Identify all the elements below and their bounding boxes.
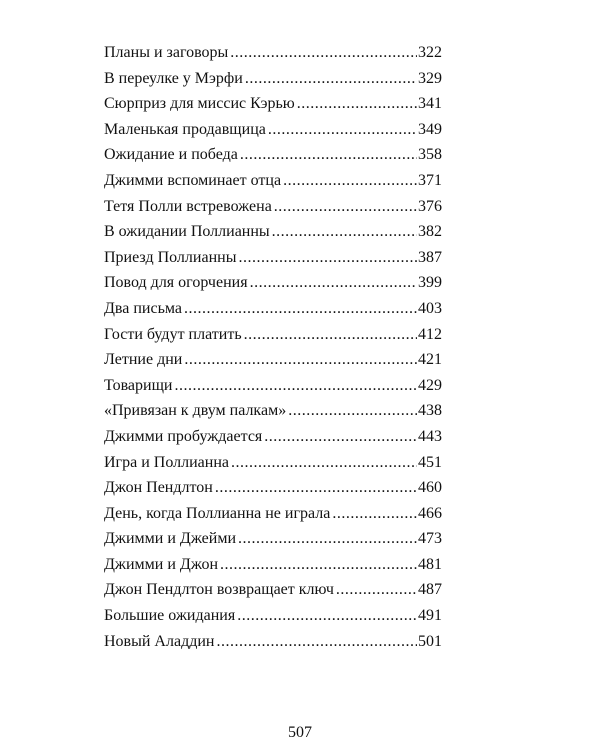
toc-entry-page: 466 xyxy=(418,504,442,522)
dot-leader xyxy=(244,322,417,348)
toc-entry-page: 371 xyxy=(418,171,442,189)
toc-entry-page: 329 xyxy=(418,69,442,87)
toc-entry-title: Гости будут платить xyxy=(104,325,242,343)
toc-entry-page: 322 xyxy=(418,44,442,61)
page-number: 507 xyxy=(288,724,312,741)
toc-entry xyxy=(104,219,442,245)
toc-entry-page: 358 xyxy=(418,146,442,164)
dot-leader xyxy=(250,270,417,296)
dot-leader xyxy=(274,194,417,220)
dot-leader xyxy=(215,475,417,501)
toc-entry xyxy=(104,296,442,322)
dot-leader xyxy=(238,526,417,552)
dot-leader xyxy=(283,168,417,194)
toc-entry-title: Джимми пробуждается xyxy=(104,427,263,445)
toc-entry-page: 399 xyxy=(418,274,442,292)
toc-entry-title: Маленькая продавщица xyxy=(104,120,266,138)
toc-entry xyxy=(104,475,442,501)
toc-entry xyxy=(104,577,442,603)
toc-entry xyxy=(104,398,442,424)
dot-leader xyxy=(332,501,417,527)
dot-leader xyxy=(184,347,417,373)
dot-leader xyxy=(184,296,417,322)
toc-entry-title: Большие ожидания xyxy=(104,607,236,625)
toc-entry xyxy=(104,501,442,527)
dot-leader xyxy=(268,117,417,143)
toc-entry-title: Приезд Поллианны xyxy=(104,248,237,266)
toc-entry-title: Повод для огорчения xyxy=(104,274,248,292)
dot-leader xyxy=(272,219,417,245)
toc-entry-title: Планы и заговоры xyxy=(104,44,229,61)
dot-leader xyxy=(230,40,417,66)
dot-leader xyxy=(220,552,417,578)
table-of-contents xyxy=(104,40,442,654)
toc-entry-page: 403 xyxy=(418,299,442,317)
toc-entry xyxy=(104,603,442,629)
dot-leader xyxy=(264,424,417,450)
toc-entry xyxy=(104,270,442,296)
toc-entry-title: Игра и Поллианна xyxy=(104,453,229,471)
dot-leader xyxy=(245,66,417,92)
toc-entry-title: День, когда Поллианна не играла xyxy=(104,504,331,522)
toc-entry-page: 421 xyxy=(418,351,442,369)
dot-leader xyxy=(240,142,417,168)
dot-leader xyxy=(336,577,417,603)
toc-entry xyxy=(104,194,442,220)
toc-entry xyxy=(104,142,442,168)
toc-entry-page: 460 xyxy=(418,479,442,497)
toc-entry-page: 382 xyxy=(418,223,442,241)
toc-entry xyxy=(104,526,442,552)
toc-entry xyxy=(104,40,442,66)
toc-entry xyxy=(104,552,442,578)
toc-entry-title: Летние дни xyxy=(104,351,183,369)
toc-entry-title: Два письма xyxy=(104,299,182,317)
toc-entry-page: 387 xyxy=(418,248,442,266)
toc-entry xyxy=(104,450,442,476)
toc-entry-page: 473 xyxy=(418,530,442,548)
toc-entry-title: Джон Пендлтон xyxy=(104,479,213,497)
toc-entry-page: 451 xyxy=(418,453,442,471)
toc-entry-page: 429 xyxy=(418,376,442,394)
toc-entry-page: 341 xyxy=(418,95,442,113)
dot-leader xyxy=(174,373,417,399)
toc-entry xyxy=(104,66,442,92)
toc-entry xyxy=(104,117,442,143)
dot-leader xyxy=(231,450,417,476)
toc-entry-page: 349 xyxy=(418,120,442,138)
toc-entry xyxy=(104,245,442,271)
toc-entry-title: Джимми и Джейми xyxy=(104,530,237,548)
toc-entry xyxy=(104,347,442,373)
dot-leader xyxy=(297,91,417,117)
toc-entry-title: Джимми и Джон xyxy=(104,555,219,573)
toc-entry-title: Джон Пендлтон возвращает ключ xyxy=(104,581,334,599)
toc-entry-title: В переулке у Мэрфи xyxy=(104,69,243,87)
dot-leader xyxy=(237,603,417,629)
dot-leader xyxy=(238,245,417,271)
toc-entry-page: 438 xyxy=(418,402,442,420)
toc-entry xyxy=(104,373,442,399)
toc-entry xyxy=(104,424,442,450)
dot-leader xyxy=(216,629,417,655)
dot-leader xyxy=(288,398,417,424)
toc-entry-page: 481 xyxy=(418,555,442,573)
toc-entry-page: 487 xyxy=(418,581,442,599)
toc-entry-title: В ожидании Поллианны xyxy=(104,223,270,241)
toc-entry-page: 376 xyxy=(418,197,442,215)
toc-entry-page: 443 xyxy=(418,427,442,445)
toc-entry xyxy=(104,629,442,655)
toc-entry-title: Товарищи xyxy=(104,376,173,394)
toc-entry xyxy=(104,322,442,348)
toc-entry-page: 412 xyxy=(418,325,442,343)
toc-entry-title: Ожидание и победа xyxy=(104,146,238,164)
toc-entry xyxy=(104,91,442,117)
toc-entry-title: «Привязан к двум палкам» xyxy=(104,402,287,420)
toc-entry-title: Тетя Полли встревожена xyxy=(104,197,272,215)
toc-entry-page: 501 xyxy=(418,632,442,650)
toc-entry-title: Джимми вспоминает отца xyxy=(104,171,282,189)
toc-entry-title: Сюрприз для миссис Кэрью xyxy=(104,95,295,113)
toc-entry-title: Новый Аладдин xyxy=(104,632,215,650)
toc-entry xyxy=(104,168,442,194)
toc-entry-page: 491 xyxy=(418,607,442,625)
